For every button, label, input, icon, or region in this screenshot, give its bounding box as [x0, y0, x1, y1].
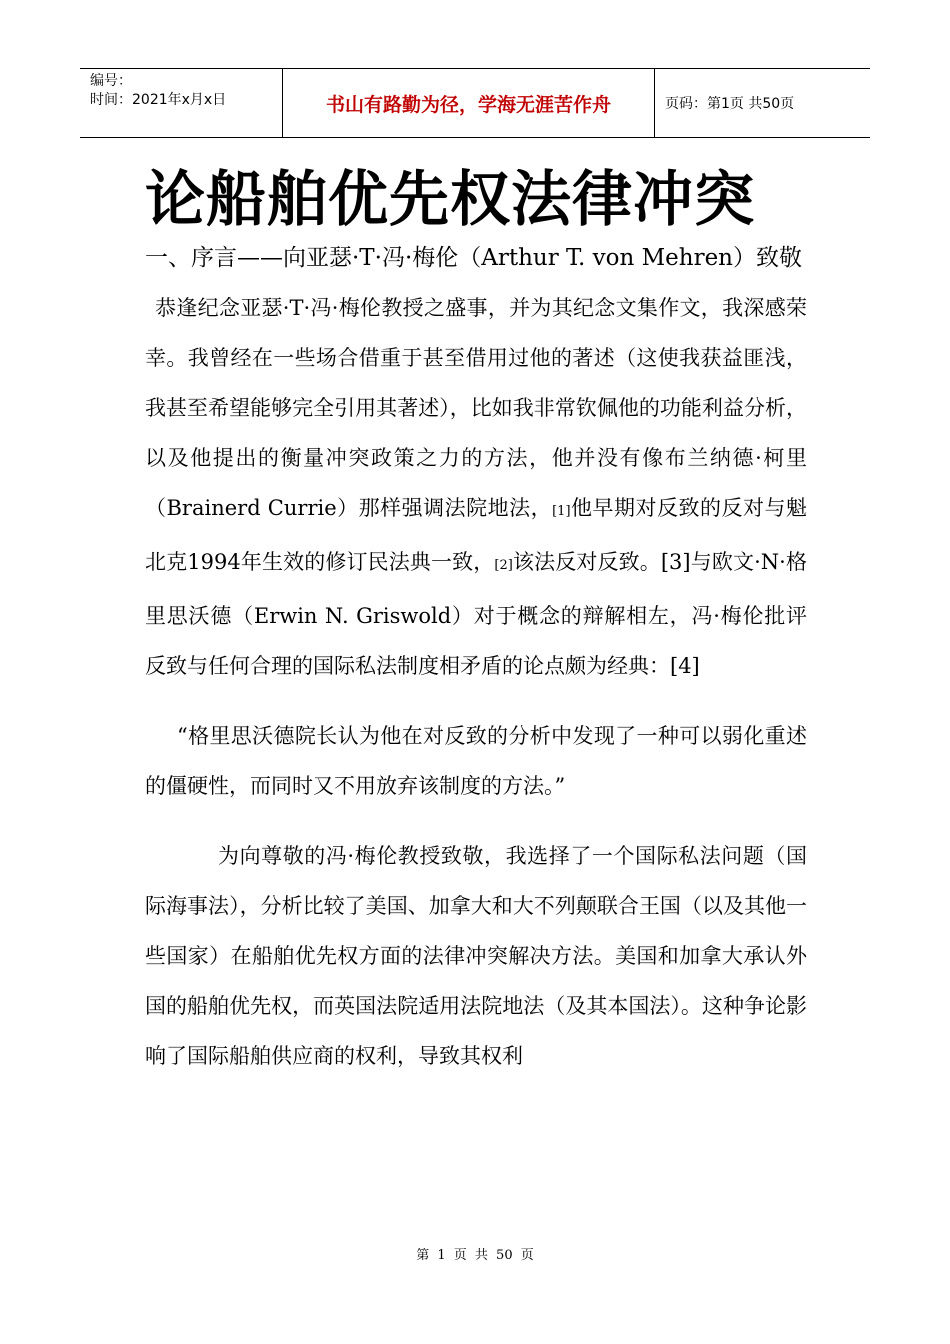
- document-number-label: 编号：: [90, 73, 132, 89]
- document-body: [145, 233, 807, 1081]
- header-motto-cell: [283, 69, 655, 137]
- quote-paragraph: “格里思沃德院长认为他在对反致的分析中发现了一种可以弱化重述的僵硬性，而同时又不用放弃该制度的方法。”: [145, 724, 807, 798]
- header-page-info: 页码：第1页 共50页: [665, 96, 795, 112]
- footnote-ref-1: [1]: [552, 504, 571, 519]
- paragraph-intro-part3: 该法反对反致。[3]与欧文·N·格里思沃德（Erwin N. Griswold）对于概念的辩解相左，冯·梅伦批评反致与任何合理的国际私法制度相矛盾的论点颇为经典：[4]: [145, 550, 807, 678]
- paragraph-tribute: 为向尊敬的冯·梅伦教授致敬，我选择了一个国际私法问题（国际海事法），分析比较了美国、加拿大和大不列颠联合王国（以及其他一些国家）在船舶优先权方面的法律冲突解决方法。美国和加拿大承认外国的船舶优先权，而英国法院适用法院地法（及其本国法）。这种争论影响了国际船舶供应商的权利，导致其权利: [145, 844, 807, 1068]
- header-meta-cell: [80, 69, 283, 137]
- document-date-label: 时间：2021年x月x日: [90, 92, 227, 108]
- header-motto: 书山有路勤为径，学海无涯苦作舟: [325, 93, 611, 116]
- header-page-cell: [655, 69, 870, 137]
- footnote-ref-2: [2]: [494, 558, 513, 573]
- document-title: 论船舶优先权法律冲突: [145, 165, 755, 235]
- page-footer: 第 1 页 共 50 页: [416, 1248, 534, 1263]
- paragraph-intro: [145, 283, 807, 691]
- paragraph-intro-part2: 他早期对反致的反对与魁北克1994年生效的修订民法典一致，: [145, 496, 808, 574]
- header-table: [80, 68, 870, 138]
- section-heading: 一、序言——向亚瑟·T·冯·梅伦（Arthur T. von Mehren）致敬: [145, 245, 802, 271]
- paragraph-intro-part1: 恭逢纪念亚瑟·T·冯·梅伦教授之盛事，并为其纪念文集作文，我深感荣幸。我曾经在一些场合借重于甚至借用过他的著述（这使我获益匪浅，我甚至希望能够完全引用其著述），比如我非常钦佩他的功能利益分析，以及他提出的衡量冲突政策之力的方法，他并没有像布兰纳德·柯里（Brainerd Currie）那样强调法院地法，: [145, 296, 807, 520]
